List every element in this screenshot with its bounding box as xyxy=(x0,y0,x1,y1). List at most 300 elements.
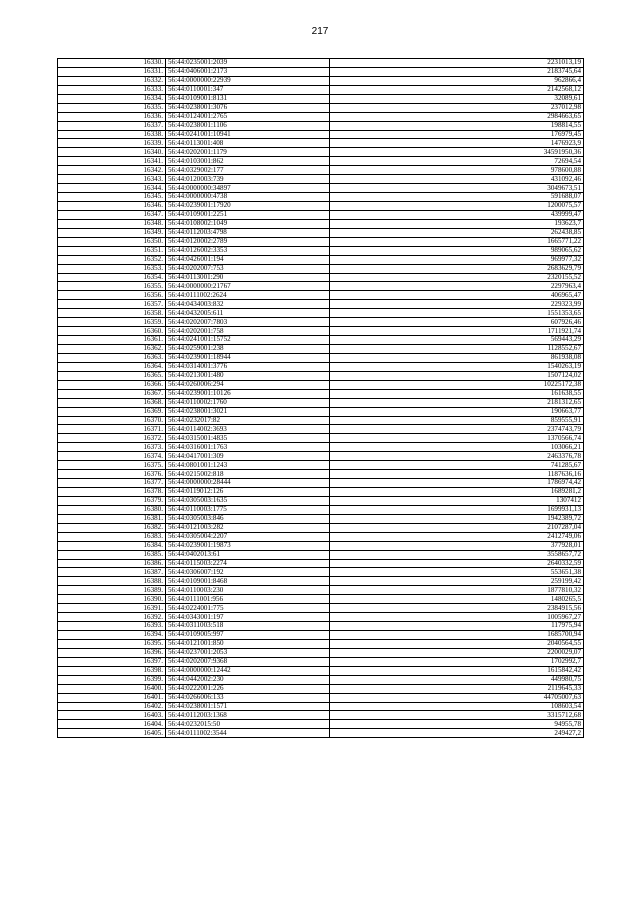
value-cell: 2119645,33 xyxy=(330,684,584,693)
value-cell: 108603,54 xyxy=(330,702,584,711)
table-row xyxy=(58,416,584,425)
cadastral-number-cell: 56:44:0238001:1106 xyxy=(166,121,330,130)
table-row xyxy=(58,228,584,237)
row-number-cell: 16356. xyxy=(58,291,166,300)
table-row xyxy=(58,76,584,85)
cadastral-number-cell: 56:44:0259001:238 xyxy=(166,345,330,354)
row-number-cell: 16355. xyxy=(58,282,166,291)
table-row xyxy=(58,309,584,318)
value-cell: 2200029,07 xyxy=(330,648,584,657)
value-cell: 1786974,42 xyxy=(330,479,584,488)
cadastral-number-cell: 56:44:0235001:2039 xyxy=(166,59,330,68)
cadastral-number-cell: 56:44:0202001:1179 xyxy=(166,148,330,157)
table-row xyxy=(58,130,584,139)
value-cell: 1370566,74 xyxy=(330,434,584,443)
table-row xyxy=(58,702,584,711)
value-cell: 1005967,27 xyxy=(330,613,584,622)
value-cell: 978600,88 xyxy=(330,166,584,175)
row-number-cell: 16395. xyxy=(58,639,166,648)
row-number-cell: 16350. xyxy=(58,237,166,246)
row-number-cell: 16398. xyxy=(58,666,166,675)
table-row xyxy=(58,264,584,273)
value-cell: 1615842,42 xyxy=(330,666,584,675)
table-row xyxy=(58,121,584,130)
cadastral-number-cell: 56:44:0110002:1760 xyxy=(166,398,330,407)
table-row xyxy=(58,291,584,300)
cadastral-number-cell: 56:44:0103001:862 xyxy=(166,157,330,166)
table-row xyxy=(58,666,584,675)
value-cell: 1551353,65 xyxy=(330,309,584,318)
value-cell: 198814,55 xyxy=(330,121,584,130)
row-number-cell: 16335. xyxy=(58,103,166,112)
value-cell: 1699931,13 xyxy=(330,505,584,514)
cadastral-number-cell: 56:44:0120002:2789 xyxy=(166,237,330,246)
table-row xyxy=(58,345,584,354)
row-number-cell: 16373. xyxy=(58,443,166,452)
row-number-cell: 16363. xyxy=(58,353,166,362)
table-row xyxy=(58,219,584,228)
value-cell: 1689281,2 xyxy=(330,488,584,497)
table-row xyxy=(58,371,584,380)
row-number-cell: 16382. xyxy=(58,523,166,532)
table-row xyxy=(58,595,584,604)
cadastral-number-cell: 56:44:0417001:309 xyxy=(166,452,330,461)
table-row xyxy=(58,362,584,371)
cadastral-number-cell: 56:44:0000000:21767 xyxy=(166,282,330,291)
cadastral-number-cell: 56:44:0202007:9368 xyxy=(166,657,330,666)
table-row xyxy=(58,604,584,613)
table-row xyxy=(58,443,584,452)
table-row xyxy=(58,407,584,416)
cadastral-number-cell: 56:44:0000000:28444 xyxy=(166,479,330,488)
row-number-cell: 16332. xyxy=(58,76,166,85)
value-cell: 2984663,65 xyxy=(330,112,584,121)
value-cell: 193623,7 xyxy=(330,219,584,228)
row-number-cell: 16370. xyxy=(58,416,166,425)
value-cell: 377928,01 xyxy=(330,541,584,550)
value-cell: 3315712,68 xyxy=(330,711,584,720)
row-number-cell: 16349. xyxy=(58,228,166,237)
value-cell: 2640332,59 xyxy=(330,559,584,568)
cadastral-number-cell: 56:44:0113001:290 xyxy=(166,273,330,282)
cadastral-number-cell: 56:44:0426001:194 xyxy=(166,255,330,264)
table-row xyxy=(58,148,584,157)
table-row xyxy=(58,452,584,461)
value-cell: 1128552,67 xyxy=(330,345,584,354)
value-cell: 1665771,22 xyxy=(330,237,584,246)
table-row xyxy=(58,157,584,166)
value-cell: 431092,46 xyxy=(330,175,584,184)
row-number-cell: 16362. xyxy=(58,345,166,354)
value-cell: 94955,78 xyxy=(330,720,584,729)
value-cell: 2384915,56 xyxy=(330,604,584,613)
row-number-cell: 16340. xyxy=(58,148,166,157)
value-cell: 249427,2 xyxy=(330,729,584,738)
table-row xyxy=(58,505,584,514)
row-number-cell: 16331. xyxy=(58,67,166,76)
table-row xyxy=(58,514,584,523)
table-row xyxy=(58,202,584,211)
table-row xyxy=(58,711,584,720)
value-cell: 2142568,12 xyxy=(330,85,584,94)
row-number-cell: 16390. xyxy=(58,595,166,604)
row-number-cell: 16378. xyxy=(58,488,166,497)
table-row xyxy=(58,398,584,407)
row-number-cell: 16341. xyxy=(58,157,166,166)
cadastral-number-cell: 56:44:0238001:3076 xyxy=(166,103,330,112)
value-cell: 741285,67 xyxy=(330,461,584,470)
table-row xyxy=(58,541,584,550)
row-number-cell: 16366. xyxy=(58,380,166,389)
value-cell: 176979,45 xyxy=(330,130,584,139)
cadastral-number-cell: 56:44:0222001:226 xyxy=(166,684,330,693)
cadastral-number-cell: 56:44:0801001:1243 xyxy=(166,461,330,470)
cadastral-number-cell: 56:44:0000000:22939 xyxy=(166,76,330,85)
cadastral-number-cell: 56:44:0000000:34897 xyxy=(166,184,330,193)
value-cell: 2683629,79 xyxy=(330,264,584,273)
value-cell: 2412749,06 xyxy=(330,532,584,541)
row-number-cell: 16352. xyxy=(58,255,166,264)
value-cell: 1200075,57 xyxy=(330,202,584,211)
row-number-cell: 16377. xyxy=(58,479,166,488)
table-row xyxy=(58,577,584,586)
cadastral-number-cell: 56:44:0109001:8131 xyxy=(166,94,330,103)
value-cell: 1476923,9 xyxy=(330,139,584,148)
row-number-cell: 16376. xyxy=(58,470,166,479)
table-row xyxy=(58,461,584,470)
row-number-cell: 16371. xyxy=(58,425,166,434)
row-number-cell: 16375. xyxy=(58,461,166,470)
value-cell: 969977,32 xyxy=(330,255,584,264)
cadastral-number-cell: 56:44:0406001:2173 xyxy=(166,67,330,76)
value-cell: 259199,42 xyxy=(330,577,584,586)
value-cell: 72694,54 xyxy=(330,157,584,166)
row-number-cell: 16338. xyxy=(58,130,166,139)
row-number-cell: 16384. xyxy=(58,541,166,550)
cadastral-number-cell: 56:44:0121003:282 xyxy=(166,523,330,532)
value-cell: 2374743,79 xyxy=(330,425,584,434)
value-cell: 607926,46 xyxy=(330,318,584,327)
row-number-cell: 16347. xyxy=(58,210,166,219)
cadastral-number-cell: 56:44:0266006:133 xyxy=(166,693,330,702)
row-number-cell: 16405. xyxy=(58,729,166,738)
cadastral-number-cell: 56:44:0000000:4738 xyxy=(166,193,330,202)
table-row xyxy=(58,622,584,631)
row-number-cell: 16394. xyxy=(58,631,166,640)
cadastral-number-cell: 56:44:0110001:347 xyxy=(166,85,330,94)
value-cell: 262438,85 xyxy=(330,228,584,237)
cadastral-number-cell: 56:44:0314001:3776 xyxy=(166,362,330,371)
table-row xyxy=(58,380,584,389)
cadastral-number-cell: 56:44:0213001:480 xyxy=(166,371,330,380)
table-row xyxy=(58,139,584,148)
cadastral-number-cell: 56:44:0306007:192 xyxy=(166,568,330,577)
table-row xyxy=(58,568,584,577)
table-row xyxy=(58,318,584,327)
row-number-cell: 16392. xyxy=(58,613,166,622)
cadastral-number-cell: 56:44:0315001:4835 xyxy=(166,434,330,443)
row-number-cell: 16379. xyxy=(58,496,166,505)
cadastral-number-cell: 56:44:0111001:956 xyxy=(166,595,330,604)
table-row xyxy=(58,648,584,657)
value-cell: 103066,21 xyxy=(330,443,584,452)
table-row xyxy=(58,729,584,738)
cadastral-number-cell: 56:44:0109001:8468 xyxy=(166,577,330,586)
row-number-cell: 16401. xyxy=(58,693,166,702)
cadastral-number-cell: 56:44:0121001:850 xyxy=(166,639,330,648)
value-cell: 1540263,19 xyxy=(330,362,584,371)
row-number-cell: 16337. xyxy=(58,121,166,130)
table-row xyxy=(58,425,584,434)
row-number-cell: 16359. xyxy=(58,318,166,327)
value-cell: 1702992,7 xyxy=(330,657,584,666)
cadastral-number-cell: 56:44:0111002:2624 xyxy=(166,291,330,300)
row-number-cell: 16393. xyxy=(58,622,166,631)
table-row xyxy=(58,210,584,219)
table-row xyxy=(58,523,584,532)
row-number-cell: 16385. xyxy=(58,550,166,559)
cadastral-number-cell: 56:44:0237001:2053 xyxy=(166,648,330,657)
page-number: 217 xyxy=(311,26,329,37)
cadastral-number-cell: 56:44:0112003:1368 xyxy=(166,711,330,720)
row-number-cell: 16345. xyxy=(58,193,166,202)
cadastral-number-cell: 56:44:0119012:126 xyxy=(166,488,330,497)
cadastral-number-cell: 56:44:0202007:753 xyxy=(166,264,330,273)
cadastral-number-cell: 56:44:0110003:230 xyxy=(166,586,330,595)
row-number-cell: 16343. xyxy=(58,175,166,184)
row-number-cell: 16354. xyxy=(58,273,166,282)
row-number-cell: 16380. xyxy=(58,505,166,514)
table-row xyxy=(58,479,584,488)
table-row xyxy=(58,103,584,112)
row-number-cell: 16360. xyxy=(58,327,166,336)
cadastral-number-cell: 56:44:0343001:197 xyxy=(166,613,330,622)
row-number-cell: 16334. xyxy=(58,94,166,103)
cadastral-number-cell: 56:44:0120003:739 xyxy=(166,175,330,184)
cadastral-table xyxy=(57,58,584,738)
row-number-cell: 16336. xyxy=(58,112,166,121)
table-row xyxy=(58,353,584,362)
cadastral-number-cell: 56:44:0239001:10126 xyxy=(166,389,330,398)
cadastral-number-cell: 56:44:0232015:50 xyxy=(166,720,330,729)
table-row xyxy=(58,59,584,68)
row-number-cell: 16365. xyxy=(58,371,166,380)
cadastral-number-cell: 56:44:0109001:2251 xyxy=(166,210,330,219)
cadastral-number-cell: 56:44:0239001:19873 xyxy=(166,541,330,550)
cadastral-number-cell: 56:44:0238001:3021 xyxy=(166,407,330,416)
value-cell: 406965,47 xyxy=(330,291,584,300)
cadastral-number-cell: 56:44:0114002:3693 xyxy=(166,425,330,434)
row-number-cell: 16344. xyxy=(58,184,166,193)
value-cell: 190663,77 xyxy=(330,407,584,416)
value-cell: 449980,75 xyxy=(330,675,584,684)
row-number-cell: 16381. xyxy=(58,514,166,523)
cadastral-number-cell: 56:44:0239001:17920 xyxy=(166,202,330,211)
row-number-cell: 16383. xyxy=(58,532,166,541)
row-number-cell: 16353. xyxy=(58,264,166,273)
row-number-cell: 16374. xyxy=(58,452,166,461)
row-number-cell: 16342. xyxy=(58,166,166,175)
cadastral-number-cell: 56:44:0316001:1763 xyxy=(166,443,330,452)
table-row xyxy=(58,532,584,541)
table-row xyxy=(58,488,584,497)
table-row xyxy=(58,434,584,443)
row-number-cell: 16364. xyxy=(58,362,166,371)
row-number-cell: 16386. xyxy=(58,559,166,568)
row-number-cell: 16369. xyxy=(58,407,166,416)
value-cell: 989065,62 xyxy=(330,246,584,255)
table-row xyxy=(58,336,584,345)
table-row xyxy=(58,255,584,264)
cadastral-number-cell: 56:44:0124001:2765 xyxy=(166,112,330,121)
value-cell: 10225172,38 xyxy=(330,380,584,389)
table-row xyxy=(58,327,584,336)
cadastral-number-cell: 56:44:0305003:1635 xyxy=(166,496,330,505)
row-number-cell: 16399. xyxy=(58,675,166,684)
value-cell: 1685700,94 xyxy=(330,631,584,640)
value-cell: 2183745,64 xyxy=(330,67,584,76)
row-number-cell: 16368. xyxy=(58,398,166,407)
table-row xyxy=(58,112,584,121)
cadastral-number-cell: 56:44:0224001:775 xyxy=(166,604,330,613)
row-number-cell: 16357. xyxy=(58,300,166,309)
table-row xyxy=(58,586,584,595)
row-number-cell: 16346. xyxy=(58,202,166,211)
value-cell: 2107287,04 xyxy=(330,523,584,532)
cadastral-number-cell: 56:44:0232017:82 xyxy=(166,416,330,425)
row-number-cell: 16387. xyxy=(58,568,166,577)
value-cell: 3049673,51 xyxy=(330,184,584,193)
table-row xyxy=(58,675,584,684)
row-number-cell: 16397. xyxy=(58,657,166,666)
value-cell: 1942389,72 xyxy=(330,514,584,523)
value-cell: 2231013,19 xyxy=(330,59,584,68)
cadastral-number-cell: 56:44:0202001:758 xyxy=(166,327,330,336)
cadastral-number-cell: 56:44:0305003:846 xyxy=(166,514,330,523)
value-cell: 859555,91 xyxy=(330,416,584,425)
cadastral-number-cell: 56:44:0110003:1775 xyxy=(166,505,330,514)
value-cell: 2297963,4 xyxy=(330,282,584,291)
row-number-cell: 16404. xyxy=(58,720,166,729)
value-cell: 237012,98 xyxy=(330,103,584,112)
cadastral-number-cell: 56:44:0311003:518 xyxy=(166,622,330,631)
table-row xyxy=(58,639,584,648)
value-cell: 1507124,02 xyxy=(330,371,584,380)
table-row xyxy=(58,184,584,193)
table-row xyxy=(58,550,584,559)
value-cell: 1480265,5 xyxy=(330,595,584,604)
row-number-cell: 16388. xyxy=(58,577,166,586)
value-cell: 2320155,52 xyxy=(330,273,584,282)
table-row xyxy=(58,496,584,505)
row-number-cell: 16333. xyxy=(58,85,166,94)
row-number-cell: 16402. xyxy=(58,702,166,711)
value-cell: 161638,55 xyxy=(330,389,584,398)
cadastral-number-cell: 56:44:0260006:294 xyxy=(166,380,330,389)
value-cell: 962866,4 xyxy=(330,76,584,85)
row-number-cell: 16361. xyxy=(58,336,166,345)
table-row xyxy=(58,246,584,255)
row-number-cell: 16389. xyxy=(58,586,166,595)
table-row xyxy=(58,470,584,479)
table-row xyxy=(58,273,584,282)
cadastral-number-cell: 56:44:0442002:230 xyxy=(166,675,330,684)
cadastral-number-cell: 56:44:0305004:2207 xyxy=(166,532,330,541)
value-cell: 591688,07 xyxy=(330,193,584,202)
value-cell: 117975,94 xyxy=(330,622,584,631)
table-row xyxy=(58,693,584,702)
cadastral-number-cell: 56:44:0202007:7803 xyxy=(166,318,330,327)
value-cell: 229323,99 xyxy=(330,300,584,309)
table-row xyxy=(58,85,584,94)
row-number-cell: 16348. xyxy=(58,219,166,228)
cadastral-number-cell: 56:44:0434003:832 xyxy=(166,300,330,309)
table-row xyxy=(58,282,584,291)
cadastral-number-cell: 56:44:0126002:3353 xyxy=(166,246,330,255)
cadastral-number-cell: 56:44:0112003:4798 xyxy=(166,228,330,237)
row-number-cell: 16367. xyxy=(58,389,166,398)
value-cell: 861938,08 xyxy=(330,353,584,362)
row-number-cell: 16400. xyxy=(58,684,166,693)
cadastral-number-cell: 56:44:0113001:408 xyxy=(166,139,330,148)
table-row xyxy=(58,631,584,640)
table-row xyxy=(58,657,584,666)
cadastral-number-cell: 56:44:0238001:1571 xyxy=(166,702,330,711)
table-row xyxy=(58,237,584,246)
cadastral-number-cell: 56:44:0111002:3544 xyxy=(166,729,330,738)
cadastral-number-cell: 56:44:0115003:2274 xyxy=(166,559,330,568)
value-cell: 1877810,32 xyxy=(330,586,584,595)
table-row xyxy=(58,193,584,202)
table-row xyxy=(58,300,584,309)
value-cell: 1307412 xyxy=(330,496,584,505)
row-number-cell: 16403. xyxy=(58,711,166,720)
value-cell: 32089,61 xyxy=(330,94,584,103)
table-row xyxy=(58,559,584,568)
table-row xyxy=(58,94,584,103)
value-cell: 1711921,74 xyxy=(330,327,584,336)
row-number-cell: 16396. xyxy=(58,648,166,657)
value-cell: 3558657,72 xyxy=(330,550,584,559)
cadastral-number-cell: 56:44:0402013:61 xyxy=(166,550,330,559)
cadastral-number-cell: 56:44:0329002:177 xyxy=(166,166,330,175)
table-row xyxy=(58,67,584,76)
value-cell: 553651,38 xyxy=(330,568,584,577)
cadastral-number-cell: 56:44:0241001:15752 xyxy=(166,336,330,345)
row-number-cell: 16372. xyxy=(58,434,166,443)
table-row xyxy=(58,389,584,398)
cadastral-number-cell: 56:44:0239001:18944 xyxy=(166,353,330,362)
cadastral-number-cell: 56:44:0215002:818 xyxy=(166,470,330,479)
table-row xyxy=(58,720,584,729)
row-number-cell: 16330. xyxy=(58,59,166,68)
row-number-cell: 16391. xyxy=(58,604,166,613)
value-cell: 569443,29 xyxy=(330,336,584,345)
value-cell: 1187636,16 xyxy=(330,470,584,479)
cadastral-number-cell: 56:44:0241001:10941 xyxy=(166,130,330,139)
value-cell: 2181312,65 xyxy=(330,398,584,407)
cadastral-number-cell: 56:44:0000000:12442 xyxy=(166,666,330,675)
row-number-cell: 16358. xyxy=(58,309,166,318)
row-number-cell: 16339. xyxy=(58,139,166,148)
cadastral-number-cell: 56:44:0432005:611 xyxy=(166,309,330,318)
table-body xyxy=(58,59,584,738)
value-cell: 439999,47 xyxy=(330,210,584,219)
row-number-cell: 16351. xyxy=(58,246,166,255)
table-row xyxy=(58,166,584,175)
value-cell: 34591950,36 xyxy=(330,148,584,157)
table-row xyxy=(58,613,584,622)
